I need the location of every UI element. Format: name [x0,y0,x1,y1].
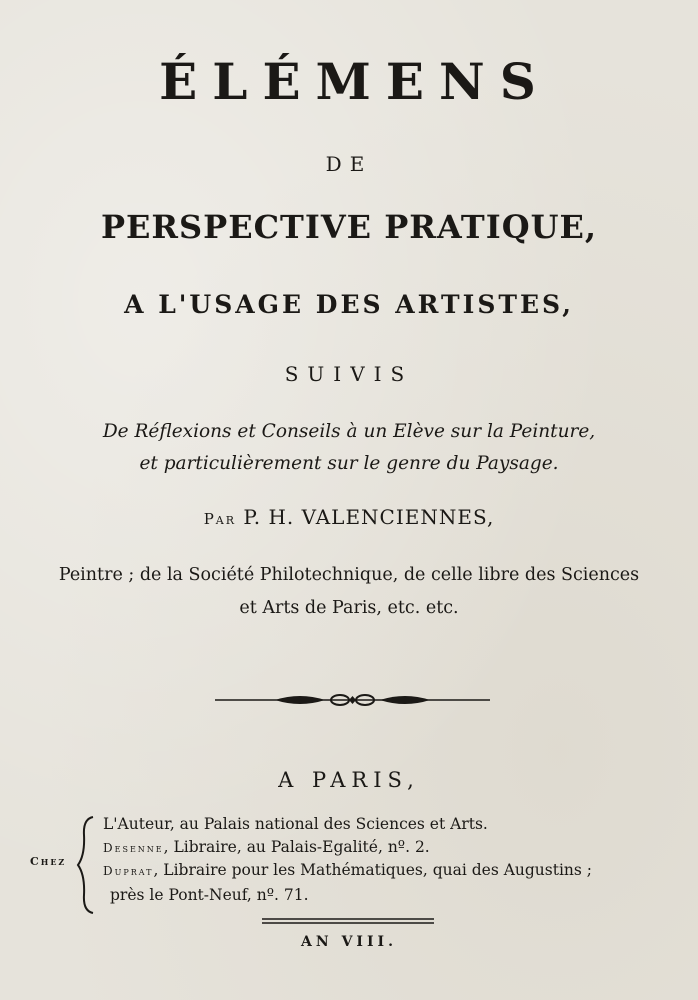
publisher-address-duprat: , Libraire pour les Mathématiques, quai des Augustins ; [153,861,593,879]
italic-line-2: et particulièrement sur le genre du Paysage. [139,453,559,474]
publisher-name-desenne: Desenne [103,841,164,855]
ornament-divider [215,688,490,712]
book-title: ÉLÉMENS [159,52,551,111]
publisher-line-3 [103,861,592,879]
publisher-line-1: L'Auteur, au Palais national des Sciences et Arts. [103,815,488,833]
author-prefix: Par [203,510,237,528]
publisher-name-duprat: Duprat [103,864,154,878]
publisher-address-desenne: , Libraire, au Palais-Egalité, nº. 2. [163,838,430,856]
imprint-place: A PARIS, [278,768,420,792]
publication-year: AN VIII. [301,934,397,950]
author-name: P. H. VALENCIENNES, [243,505,495,529]
publisher-line-2 [103,838,430,856]
author-line [0,505,698,529]
publisher-line-4: près le Pont-Neuf, nº. 71. [110,886,309,904]
qualification-line-2: et Arts de Paris, etc. etc. [239,598,459,618]
chez-label: Chez [30,855,67,868]
usage-line: A L'USAGE DES ARTISTES, [124,290,574,319]
suivis-line: SUIVIS [284,362,414,386]
book-subtitle: PERSPECTIVE PRATIQUE, [100,208,598,246]
double-rule-divider [262,917,434,925]
title-de: DE [325,152,373,176]
curly-brace-icon [75,815,97,915]
italic-line-1: De Réflexions et Conseils à un Elève sur la Peinture, [102,421,596,442]
qualification-line-1: Peintre ; de la Société Philotechnique, de celle libre des Sciences [58,565,640,585]
